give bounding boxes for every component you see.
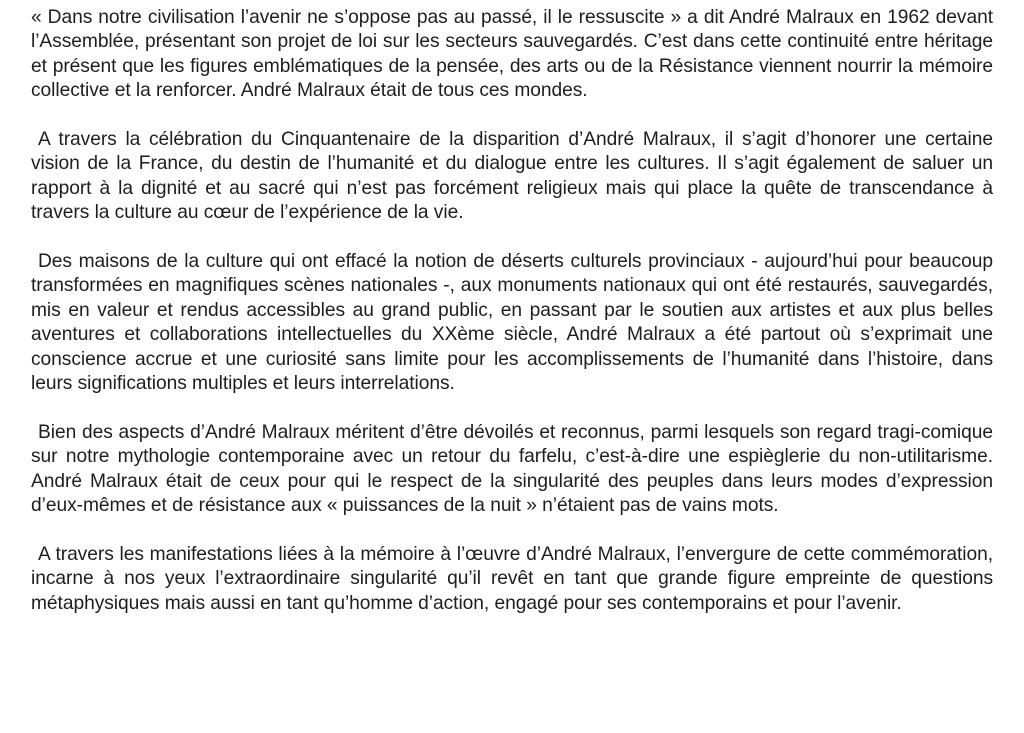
paragraph-2: A travers la célébration du Cinquantenaire de la disparition d’André Malraux, il s’agit d’honorer une certaine vision de la France, du destin de l’humanité et du dialogue entre les cultures. Il s’agit également de saluer un rapport à la dignité et au sacré qui n’est pas forcément religieux mais qui place la quête de transcendance à travers la culture au cœur de l’expérience de la vie. — [31, 129, 993, 224]
paragraph-1: « Dans notre civilisation l’avenir ne s’oppose pas au passé, il le ressuscite » a dit André Malraux en 1962 devant l’Assemblée, présentant son projet de loi sur les secteurs sauvegardés. C’est dans cette continuité entre héritage et présent que les figures emblématiques de la pensée, des arts ou de la Résistance viennent nourrir la mémoire collective et la renforcer. André Malraux était de tous ces mondes. — [31, 7, 993, 102]
paragraph-4: Bien des aspects d’André Malraux méritent d’être dévoilés et reconnus, parmi lesquels son regard tragi-comique sur notre mythologie contemporaine avec un retour du farfelu, c’est-à-dire une espièglerie du non-utilitarisme. André Malraux était de ceux pour qui le respect de la singularité des peuples dans leurs modes d’expression d’eux-mêmes et de résistance aux « puissances de la nuit » n’étaient pas de vains mots. — [31, 421, 993, 517]
paragraph-3: Des maisons de la culture qui ont effacé la notion de déserts culturels provinciaux - aujourd’hui pour beaucoup transformées en magnifiques scènes nationales -, aux monuments nationaux qui ont été restaurés, sauvegardés, mis en valeur et rendus accessibles au grand public, en passant par le soutien aux artistes et aux plus belles aventures et collaborations intellectuelles du XXème siècle, André Malraux a été partout où s’exprimait une conscience accrue et une curiosité sans limite pour les accomplissements de l’humanité dans l’histoire, dans leurs significations multiples et leurs interrelations. — [31, 251, 993, 395]
paragraph-5: A travers les manifestations liées à la mémoire à l’œuvre d’André Malraux, l’envergure de cette commémoration, incarne à nos yeux l’extraordinaire singularité qu’il revêt en tant que grande figure empreinte de questions métaphysiques mais aussi en tant qu’homme d’action, engagé pour ses contemporains et pour l’avenir. — [31, 543, 993, 614]
